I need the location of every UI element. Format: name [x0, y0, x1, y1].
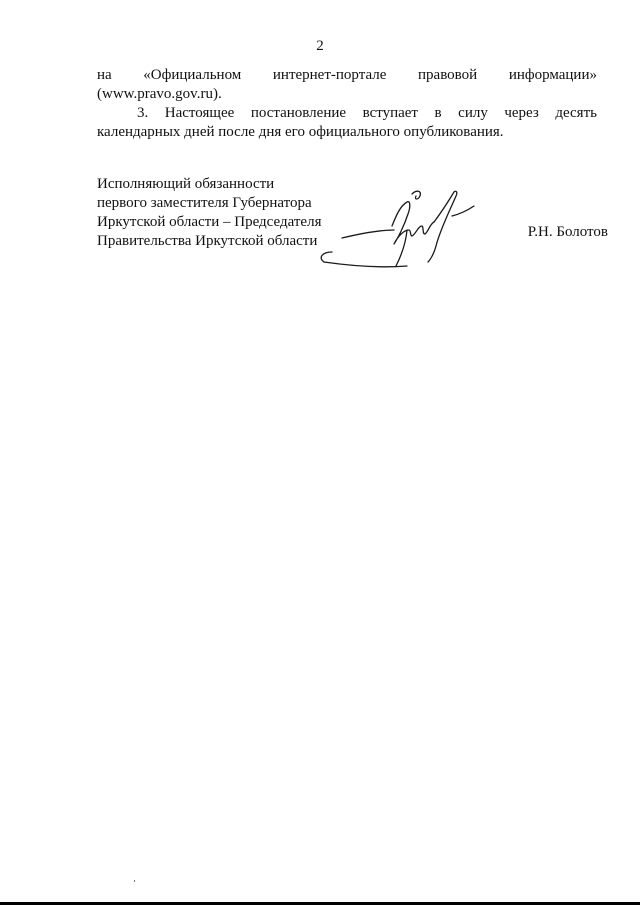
paragraph-line	[97, 66, 597, 85]
word: постановление	[250, 105, 347, 121]
word: вступает	[362, 105, 418, 121]
word: в	[434, 105, 442, 121]
signer-name: Р.Н. Болотов	[527, 224, 608, 240]
word: информации»	[508, 67, 597, 83]
word: на	[97, 67, 112, 83]
paragraph-line: (www.pravo.gov.ru).	[97, 86, 222, 102]
word: 3.	[137, 105, 149, 121]
word: Настоящее	[164, 105, 235, 121]
word: силу	[458, 105, 488, 121]
page-number: 2	[316, 38, 324, 54]
paragraph-portal	[97, 66, 597, 104]
word: «Официальном	[143, 67, 242, 83]
signer-title-line: первого заместителя Губернатора	[97, 195, 312, 211]
signer-title-line: Исполняющий обязанности	[97, 176, 275, 192]
handwritten-signature	[312, 186, 482, 276]
word: через	[504, 105, 539, 121]
scan-speck	[134, 880, 135, 882]
paragraph-effective-date	[97, 104, 597, 142]
word: десять	[555, 105, 597, 121]
word: интернет-портале	[272, 67, 387, 83]
word: правовой	[418, 67, 478, 83]
paragraph-line: календарных дней после дня его официального опубликования.	[97, 124, 504, 140]
signer-title-line: Иркутской области – Председателя	[97, 214, 322, 230]
paragraph-line	[97, 104, 597, 123]
signer-title	[97, 175, 321, 251]
signer-title-line: Правительства Иркутской области	[97, 233, 318, 249]
